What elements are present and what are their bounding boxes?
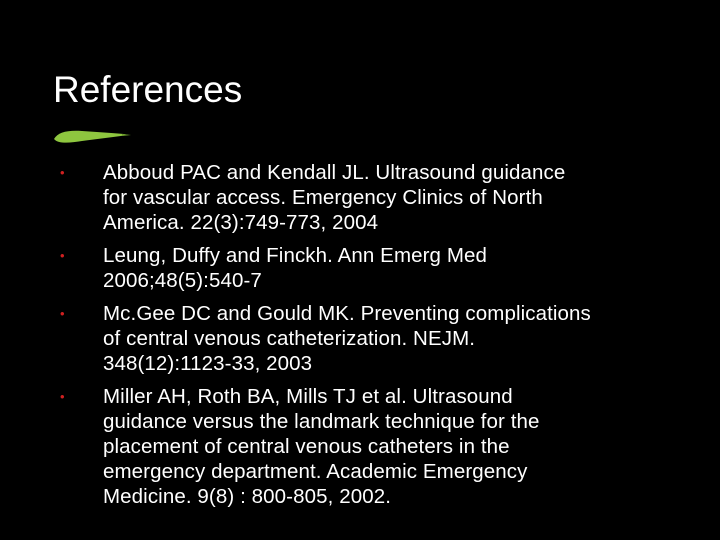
reference-line: of central venous catheterization. NEJM.	[103, 327, 476, 350]
bullet-icon: •	[60, 306, 65, 321]
reference-line: emergency department. Academic Emergency	[103, 460, 528, 483]
reference-line: placement of central venous catheters in the	[103, 435, 510, 458]
reference-line: Miller AH, Roth BA, Mills TJ et al. Ultrasound	[103, 385, 513, 408]
reference-line: Medicine. 9(8) : 800-805, 2002.	[103, 485, 391, 508]
bullet-icon: •	[60, 165, 65, 180]
slide-title: References	[53, 69, 243, 110]
reference-list	[0, 160, 720, 509]
reference-line: Mc.Gee DC and Gould MK. Preventing complications	[103, 302, 591, 325]
reference-line: Leung, Duffy and Finckh. Ann Emerg Med	[103, 244, 488, 267]
reference-line: 348(12):1123-33, 2003	[103, 352, 313, 375]
reference-item	[0, 384, 720, 509]
brush-stroke-decoration	[52, 127, 132, 145]
bullet-icon: •	[60, 389, 65, 404]
reference-line: Abboud PAC and Kendall JL. Ultrasound guidance	[103, 161, 566, 184]
bullet-icon: •	[60, 248, 65, 263]
reference-item	[0, 243, 720, 293]
reference-line: America. 22(3):749-773, 2004	[103, 211, 379, 234]
reference-line: for vascular access. Emergency Clinics of North	[103, 186, 543, 209]
reference-line: 2006;48(5):540-7	[103, 269, 262, 292]
reference-item	[0, 160, 720, 235]
reference-item	[0, 301, 720, 376]
reference-line: guidance versus the landmark technique for the	[103, 410, 540, 433]
